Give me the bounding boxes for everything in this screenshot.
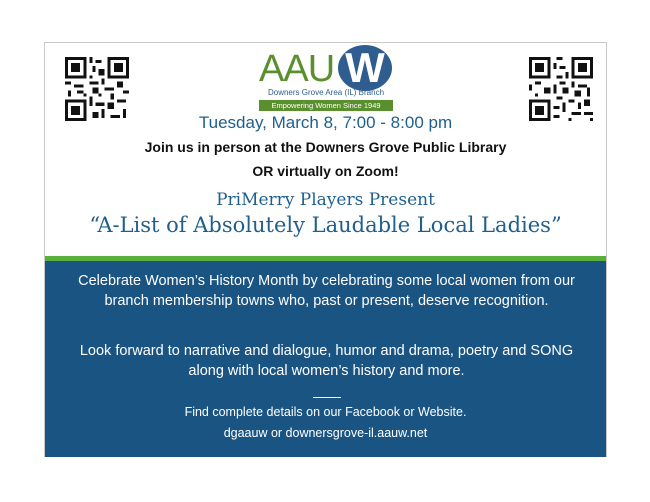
qr-code-right bbox=[529, 57, 593, 121]
logo-tagline: Empowering Women Since 1949 bbox=[259, 100, 393, 111]
details-panel bbox=[45, 261, 606, 457]
show-title: “A-List of Absolutely Laudable Local Ladies” bbox=[89, 213, 562, 237]
virtual-text: OR virtually on Zoom! bbox=[252, 163, 399, 179]
event-date: Tuesday, March 8, 7:00 - 8:00 pm bbox=[198, 113, 453, 132]
separator-line bbox=[313, 397, 341, 398]
logo-w-mark: W bbox=[338, 45, 392, 91]
event-flyer bbox=[44, 42, 607, 457]
details-paragraph-1: Celebrate Women’s History Month by celebrating some local women from our branch membership towns who, past or present, deserve recognition. bbox=[78, 273, 575, 309]
details-paragraph-2: Look forward to narrative and dialogue, humor and drama, poetry and SONG along with local women’s history and more. bbox=[79, 343, 574, 379]
logo-letters: AAU bbox=[259, 48, 335, 90]
presenter-line: PriMerry Players Present bbox=[216, 190, 435, 210]
branch-name: Downers Grove Area (IL) Branch bbox=[267, 88, 385, 97]
in-person-text: Join us in person at the Downers Grove Public Library bbox=[144, 139, 507, 155]
website-links: dgaauw or downersgrove-il.aauw.net bbox=[223, 426, 428, 440]
find-details-text: Find complete details on our Facebook or Website. bbox=[184, 405, 467, 419]
qr-code-left bbox=[65, 57, 129, 121]
aauw-logo bbox=[255, 44, 400, 113]
